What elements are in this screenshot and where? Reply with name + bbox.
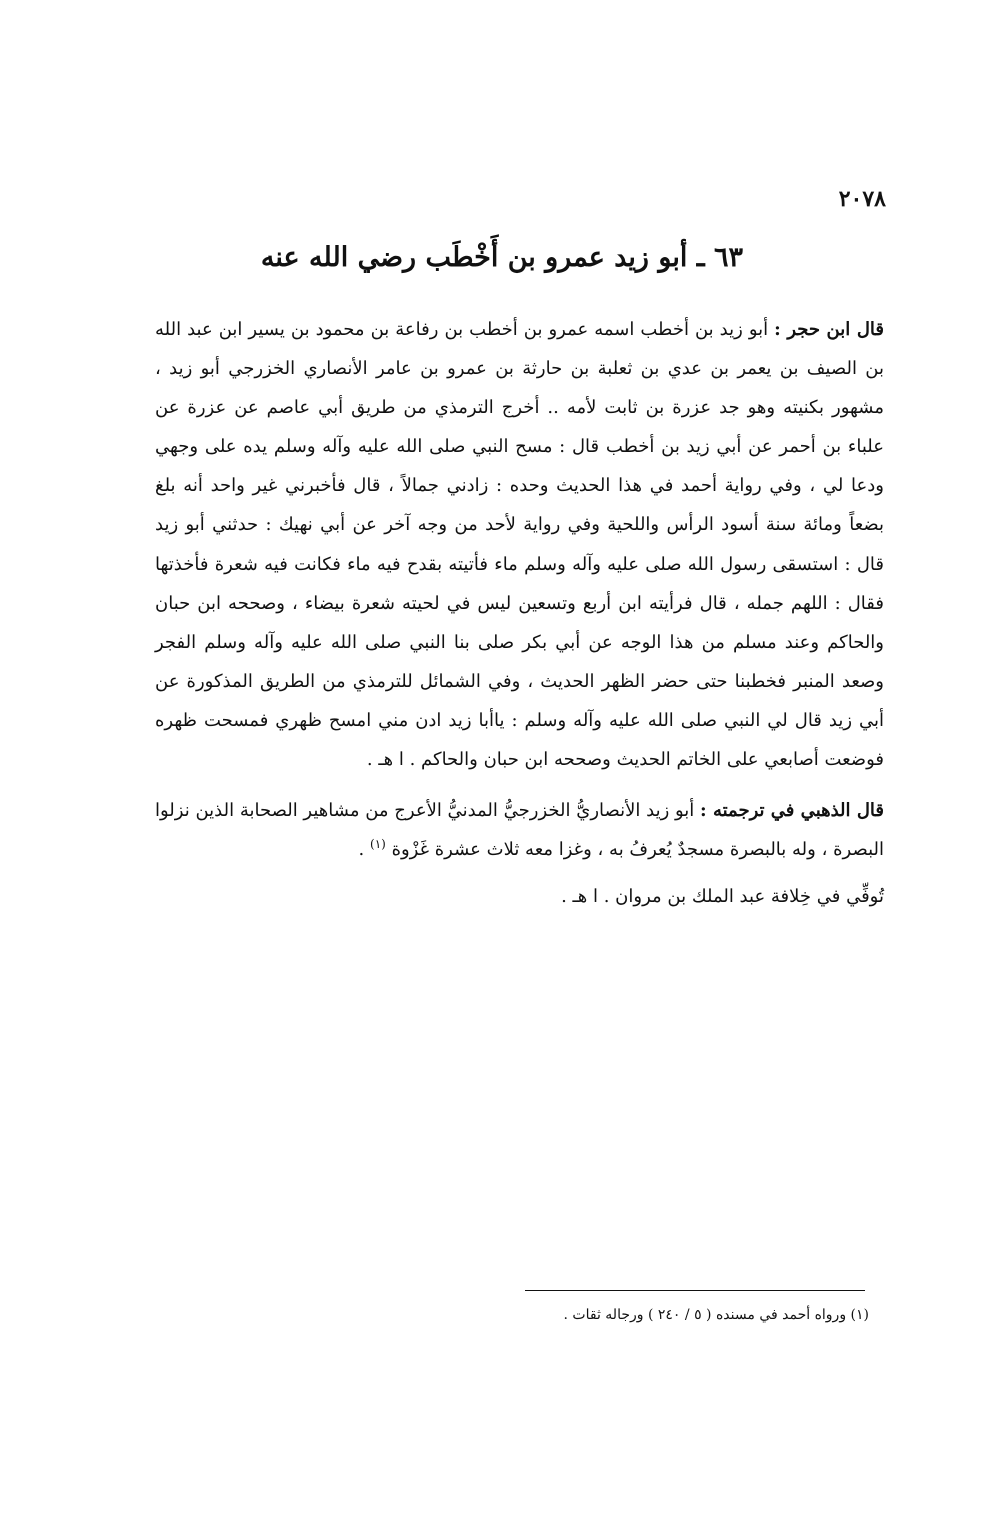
ibn-hajar-label: قال ابن حجر : [774,319,884,340]
footnote-reference[interactable]: (١) [370,837,386,852]
page-number: ٢٠٧٨ [838,186,886,212]
dhahabi-paragraph [155,791,884,869]
death-text: تُوفِّي في خِلافة عبد الملك بن مروان . ا هـ . [561,886,884,908]
death-paragraph [155,877,884,916]
ibn-hajar-text: أبو زيد بن أخطب اسمه عمرو بن أخطب بن رفاعة بن محمود بن يسير ابن عبد الله بن الصيف بن يعمر بن عدي بن ثعلبة بن حارثة بن عمرو بن عامر الأنصاري الخزرجي أبو زيد ، مشهور بكنيته وهو جد عزرة بن ثابت لأمه .. أخرج الترمذي من طريق أبي عاصم عن عزرة عن علباء بن أحمر عن أبي زيد بن أخطب قال : مسح النبي صلى الله عليه وآله وسلم يده على وجهي ودعا لي ، وفي رواية أحمد في هذا الحديث وحده : زادني جمالاً ، قال فأخبرني غير واحد أنه بلغ بضعاً ومائة سنة أسود الرأس واللحية وفي رواية لأحد من وجه آخر عن أبي نهيك : حدثني أبو زيد قال : استسقى رسول الله صلى عليه وآله وسلم ماء فأتيته بقدح فيه ماء فكانت فيه شعرة فأخذتها فقال : اللهم جمله ، قال فرأيته ابن أربع وتسعين ليس في لحيته شعرة بيضاء ، وصححه ابن حبان والحاكم وعند مسلم من هذا الوجه عن أبي بكر صلى بنا النبي صلى الله عليه وآله وسلم الفجر وصعد المنبر فخطبنا حتى حضر الظهر الحديث ، وفي الشمائل للترمذي من الطريق المذكورة عن أبي زيد قال لي النبي صلى الله عليه وآله وسلم : ياأبا زيد ادن مني امسح ظهري فمسحت ظهره فوضعت أصابعي على الخاتم الحديث وصححه ابن حبان والحاكم . ا هـ . [155,319,884,771]
entry-body [155,310,884,916]
entry-title: ٦٣ ـ أبو زيد عمرو بن أَخْطَب رضي الله عنه [260,242,744,273]
dhahabi-label: قال الذهبي في ترجمته : [700,800,884,822]
dhahabi-text: أبو زيد الأنصاريُّ الخزرجيُّ المدنيُّ الأعرج من مشاهير الصحابة الذين نزلوا البصرة ، وله بالبصرة مسجدٌ يُعرفُ به ، وغزا معه ثلاث عشرة غَزْوة [155,800,884,861]
ibn-hajar-paragraph [155,310,884,779]
footnote-text: (١) ورواه أحمد في مسنده ( ٥ / ٢٤٠ ) ورجاله ثقات . [563,1307,869,1323]
footnote-divider [525,1290,865,1291]
dhahabi-tail: . [358,839,370,861]
